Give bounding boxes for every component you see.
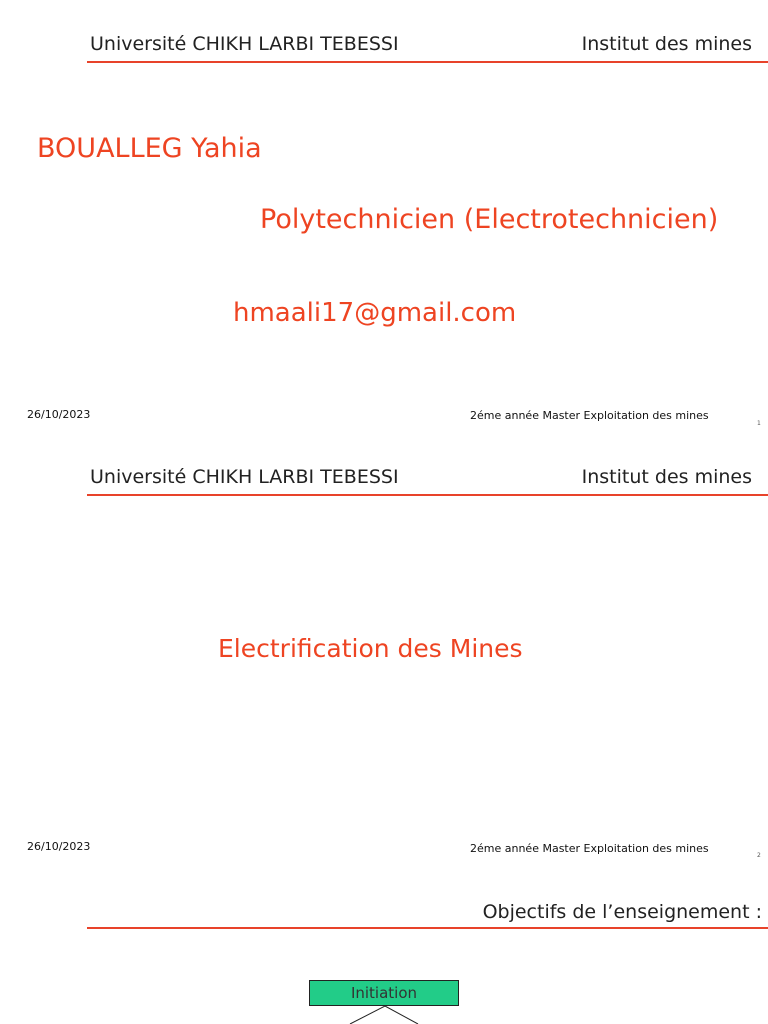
initiation-box: Initiation — [309, 980, 459, 1006]
header-rule — [87, 61, 768, 63]
slide-title: Electrification des Mines — [218, 634, 523, 663]
slide-2 — [0, 432, 768, 864]
slide-3 — [0, 864, 768, 1024]
page-number: 2 — [757, 852, 761, 859]
footer-date: 26/10/2023 — [27, 840, 91, 853]
header-institute: Institut des mines — [581, 466, 752, 488]
heading-rule — [87, 927, 768, 929]
footer-course: 2éme année Master Exploitation des mines — [470, 842, 709, 855]
footer-course: 2éme année Master Exploitation des mines — [470, 409, 709, 422]
header-rule — [87, 494, 768, 496]
section-heading: Objectifs de l’enseignement : — [482, 901, 762, 923]
page-number: 1 — [757, 420, 761, 427]
header-university: Université CHIKH LARBI TEBESSI — [90, 466, 399, 488]
header-university: Université CHIKH LARBI TEBESSI — [90, 33, 399, 55]
author-email: hmaali17@gmail.com — [233, 298, 517, 328]
author-role: Polytechnicien (Electrotechnicien) — [260, 204, 719, 235]
header-institute: Institut des mines — [581, 33, 752, 55]
slide-1 — [0, 0, 768, 432]
footer-date: 26/10/2023 — [27, 408, 91, 421]
author-name: BOUALLEG Yahia — [37, 133, 262, 164]
connector-lines — [340, 1006, 430, 1024]
